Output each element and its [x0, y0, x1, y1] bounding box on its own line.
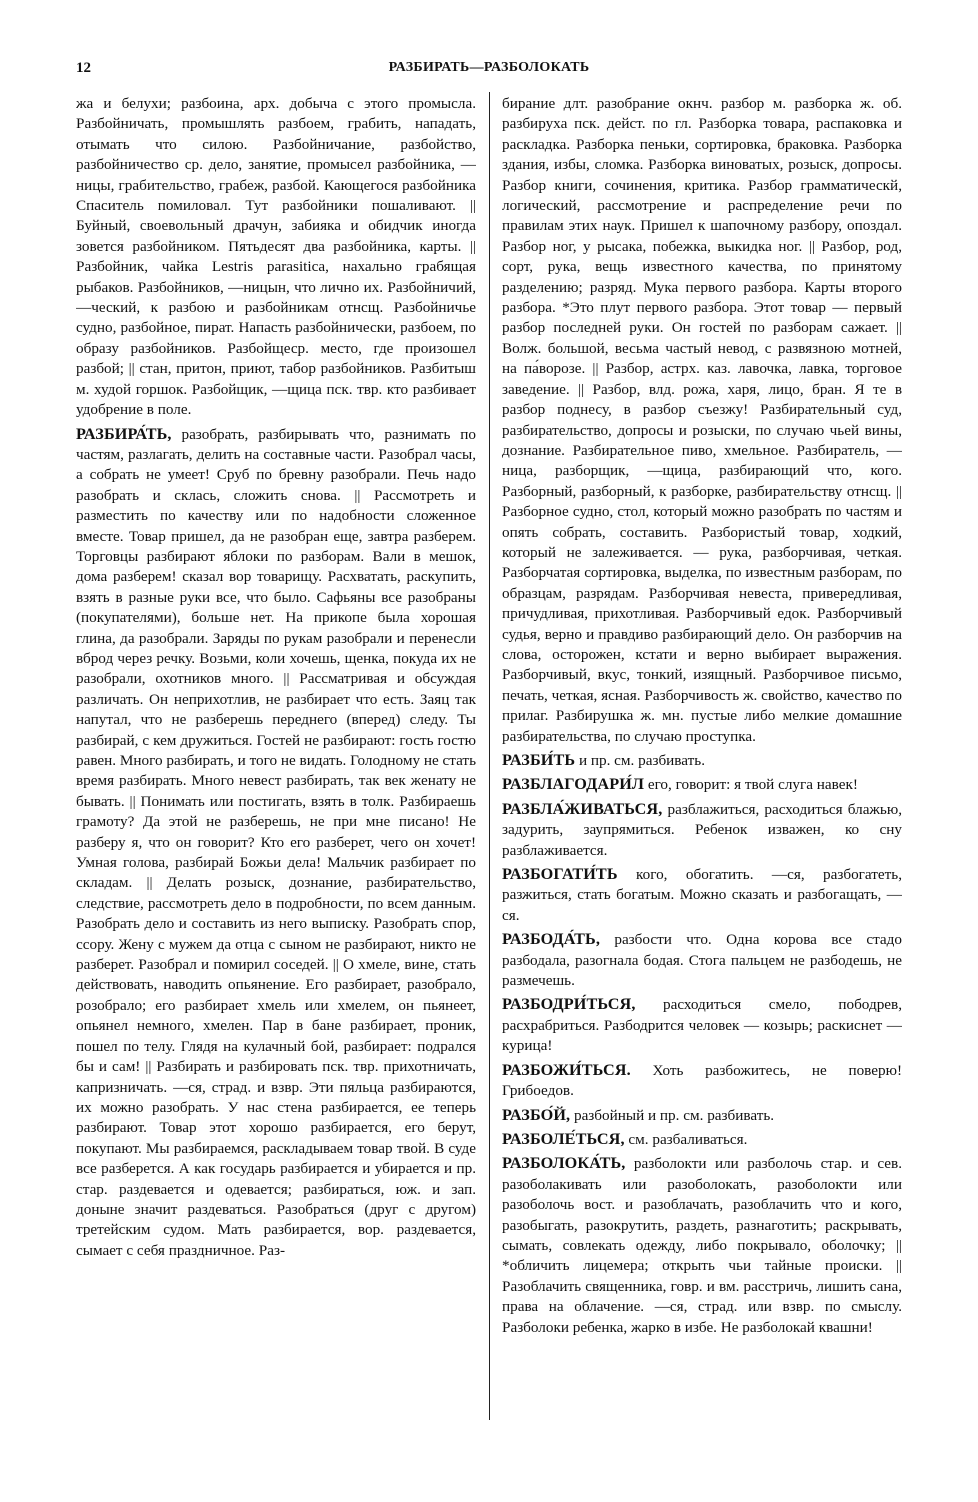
dictionary-entry — [502, 1060, 902, 1102]
dictionary-entry — [502, 929, 902, 991]
right-column — [502, 94, 902, 1424]
dictionary-entry — [502, 994, 902, 1056]
entry-headword: РАЗБО́Й, — [502, 1105, 571, 1124]
entry-headword: РАЗБОГАТИ́ТЬ — [502, 865, 618, 884]
entry-headword: РАЗБОДРИ́ТЬСЯ, — [502, 995, 636, 1014]
dictionary-entry — [502, 864, 902, 926]
entry-body: его, говорит: я твой слуга навек! — [644, 776, 858, 794]
entry-headword: РАЗБОЛЕ́ТЬСЯ, — [502, 1129, 625, 1148]
entry-headword: РАЗБОЛОКА́ТЬ, — [502, 1154, 626, 1173]
continuation-text: бирание длт. разобрание окнч. разбор м. разборка ж. об. разбируха пск. дейст. по гл. Разборка товара, распаковка и раскладка. Разборка пеньки, сортировка, браковка. Разборка здания, избы, сломка. Разборка виноватых, розыск, допросы. Разбор книги, сочинения, критика. Разбор грамматическй, логический, рассмотрение и распределение речи по правилам этих наук. Пришел к шапочному разбору, опоздал. Разбор ног, у рысака, побежка, выкидка ног. || Разбор, род, сорт, рука, вещь известного качества, по принятому разделению; разряд. Мука первого разбора. Карты второго разбора. *Это плут первого разбора. Этот товар — первый разбор последней руки. Он гостей по разборам сажает. || Волж. большой, весьма частый невод, с развязною мотней, на па́ворозе. || Разбор, астрх. каз. лавочка, лавка, торговое заведение. || Разбор, влд. рожа, харя, лицо, бран. Я те в разбор поднесу, в разбор съезжу! Разбирательный суд, разбирательство, допросы и розыски, по случаю чьей вины, дознание. Разбирательное пиво, хмельное. Разбиратель, —ница, разборщик, —щица, разбирающий что, кого. Разборный, разборный, к разборке, разбирательству отнсщ. || Разборное судно, стол, который можно разобрать по частям и опять собрать, составить. Разбористый товар, ходкий, который не залеживается. — рука, разборчивая, четкая. Разборчатая сортировка, выделка, по известным разборам, по образцам, разрядам. Разборчивая невеста, привередливая, причудливая, прихотливая. Разборчивый едок. Разборчивый судья, верно и правдиво разбирающий дело. Он разборчив на слова, осторожен, кстати и верно выбирает выражения. Разборчивый, вкус, тонкий, изящный. Разборчивое письмо, печать, четкая, ясная. Разборчивость ж. свойство, качество по прилаг. Разбирушка ж. мн. пустые либо мелкие домашние разбирательства, по случаю проступка. — [502, 95, 902, 745]
entry-body: и пр. см. разбивать. — [575, 752, 705, 769]
entry-headword: РАЗБЛА́ЖИВАТЬСЯ, — [502, 799, 663, 818]
dictionary-entry — [502, 799, 902, 861]
dictionary-entry — [76, 424, 476, 1262]
dictionary-entry — [502, 1129, 902, 1150]
entry-headword: РАЗБИРА́ТЬ, — [76, 424, 172, 443]
column-divider — [489, 92, 490, 1420]
dictionary-entry — [502, 1153, 902, 1338]
page-number: 12 — [76, 60, 91, 76]
entry-body: разболокти или разболочь стар. и сев. разоболакивать или разоболокать, разоболокти или разоболочь вост. и разоблачать, разоблачить что и кого, разобыгать, разокрутить, раздеть, разнаготить; раскрывать, сымать, совлекать одежду, либо покрывало, оболочку; || *обличить лицемера; открыть чьи тайные происки. || Разоблачить священника, говр. и вм. расстричь, лишить сана, права на облачение. —ся, страд. или взвр. по смыслу. Разболоки ребенка, жарко в избе. Не разболокай квашни! — [502, 1155, 902, 1336]
entry-body: разбойный и пр. см. разбивать. — [570, 1106, 775, 1124]
entry-body: кого, обогатить. —ся, разбогатеть, разжиться, стать богатым. Можно сказать и разбогащать, —ся. — [502, 866, 902, 924]
entry-headword: РАЗБИ́ТЬ — [502, 751, 576, 769]
left-column — [76, 94, 476, 1424]
running-head: РАЗБИРАТЬ—РАЗБОЛОКАТЬ — [388, 60, 590, 75]
entry-headword: РАЗБОЖИ́ТЬСЯ. — [502, 1060, 631, 1079]
dictionary-entry — [502, 750, 902, 771]
dictionary-entry — [502, 774, 902, 795]
entry-body: разобрать, разбирывать что, разнимать по частям, разлагать, делить на составные части. Разобрал часы, а собрать не умеет! Сруб по бревну разобрали. Печь надо разобрать и склась, сложить снова. || Рассмотреть и разместить по качеству или по надобности сложенное вместе. Товар пришел, да не разобран еще, завтра разберем. Торговцы разбирают яблоки по разборам. Вали в мешок, дома разберем! сказал вор товарищу. Расхватать, раскупить, взять в разные руки все, что было. Сафьяны все разобраны (покупателями), больше нет. На прикопе была хорошая глина, да разобрали. Заряды по рукам разобрали и перенесли вброд через речку. Возьми, коли хочешь, щенка, покуда их не разобрали, охотников много. || Рассматривая и обсуждая различать. Он неприхотлив, не разбирает что есть. Заяц так напутал, что не разберешь переднего (вперед) следу. Ты разбирай, с кем дружиться. Гостей не разбирают: гость гостю равен. Много разбирать, и того не видать. Голодному не стать время разбирать. Много невест разбирать, так век женату не бывать. || Понимать или постигать, взять в толк. Разбираешь грамоту? Да этой не разберешь, не при мне писано! Не разберу я, что он говорит? Кто его разберет, чего он хочет! Умная голова, разбирай Божьи дела! Мальчик разбирает по складам. || Делать розыск, дознание, разбирательство, следствие, рассмотреть дело в подробности, по всем данным. Разобрать дело и составить из него выписку. Разобрать спор, ссору. Жену с мужем да отца с сыном не разбирают, никто не разберет. Разобрал и помирил соседей. || О хмеле, вине, стать действовать, наводить опьянение. Его разбирает, разобрало, розобрало; его разбирает хмель или хмелем, он пьянеет, опьянел немного, хмелен. Пар в бане разбирает, проник, пошел по телу. Глядя на кулачный бой, разбирает: подрался бы и сам! || Разбирать и разбировать пск. твр. прихотничать, капризничать. —ся, страд. и взвр. Эти пяльца разбираются, их можно разобрать. У нас стена разбирается, ее теперь разбирают. Товар этот хорошо разбирается, его берут, покупают. Мы разбираемся, раскладываем товар твой. В суде все разберется. А как государь разбирается и убирается и пр. стар. раздевается и одевается; разбираться, юж. и зап. доныне значит раздеваться. Разобраться (друг с другом) третейским судом. Мать разбирается, вор. раздевается, сымает с себя праздничное. Раз- — [76, 425, 476, 1259]
entry-body: см. разбаливаться. — [624, 1130, 748, 1148]
entry-headword: РАЗБОДА́ТЬ, — [502, 930, 600, 949]
entry-headword: РАЗБЛАГОДАРИ́Л — [502, 775, 645, 794]
entry-body: разблажиться, расходиться блажью, задурить, заупрямиться. Ребенок изважен, ко сну разблаживается. — [502, 800, 902, 859]
entry-body: расходиться смело, пободрев, расхрабриться. Разбодрится человек — козырь; раскиснет — курица! — [502, 996, 902, 1055]
entry-body: разбости что. Одна корова все стадо разбодала, разогнала бодая. Стога пальцем не разбодешь, не размечешь. — [502, 931, 902, 990]
continuation-text: жа и белухи; разбоина, арх. добыча с этого промысла. Разбойничать, промышлять разбоем, грабить, нападать, отымать что силою. Разбойничание, разбойство, разбойничество ср. дело, занятие, промысел разбойника, —ницы, грабительство, грабеж, разбой. Кающегося разбойника Спаситель помиловал. Тут разбойники пошаливают. || Буйный, своевольный драчун, забияка и обидчик иногда зовется разбойником. Пятьдесят два разбойника, карты. || Разбойник, чайка Lestris parasitica, нахально грабящая рыбаков. Разбойников, —ницын, что лично их. Разбойничий, —ческий, к разбою и разбойникам отнсщ. Разбойничье судно, разбойное, пират. Напасть разбойнически, разбоем, по образу разбойников. Разбойщеср. место, где произошел разбой; || стан, притон, приют, табор разбойников. Разбитыш м. худой горшок. Разбойщик, —щица пск. твр. кто разбивает удобрение в поле. — [76, 95, 476, 419]
entry-body: Хоть разбожитесь, не поверю! Грибоедов. — [502, 1061, 902, 1100]
dictionary-entry — [502, 1105, 902, 1126]
